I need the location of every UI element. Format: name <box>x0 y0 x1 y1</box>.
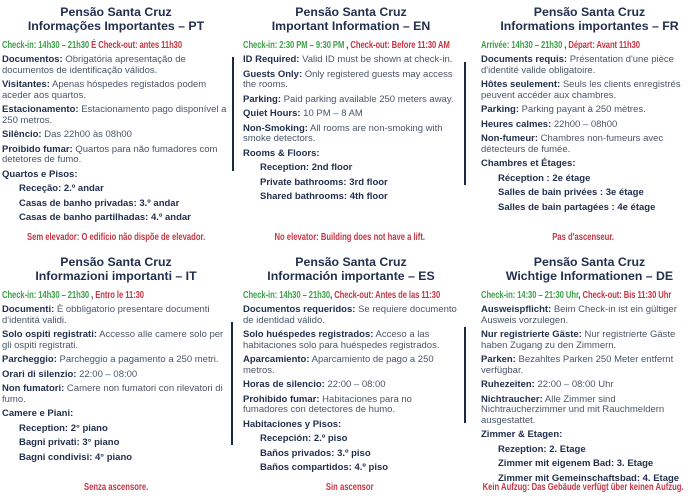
info-item-text: Only registered guests may access the rooms. <box>243 68 453 90</box>
language-panel-en <box>233 0 467 250</box>
check-times-line <box>2 40 230 51</box>
language-panel-pt <box>0 0 233 250</box>
language-panel-de <box>467 250 700 500</box>
info-item-text: Camere non fumatori con rilevatori di fumo. <box>2 383 223 405</box>
check-times-line <box>243 40 459 51</box>
floor-item: Baños privados: 3.º piso <box>260 447 371 459</box>
floor-item: Reception: 2° piano <box>19 422 108 434</box>
info-item-text: Chambres non-fumeurs avec détecteurs de fumée. <box>481 133 664 155</box>
info-item-text: Nur registrierte Gäste haben Zugang zu den Zimmern. <box>481 329 676 351</box>
info-item-label: Ruhezeiten: <box>481 379 535 390</box>
info-item <box>2 330 230 351</box>
info-item-label: Documentos: <box>2 54 63 65</box>
info-item <box>2 409 230 420</box>
checkin-text: Check-in: 2:30 PM – 9:30 PM <box>243 40 345 51</box>
info-item-text: Alle Zimmer sind Nichtraucherzimmer und mit Rauchmeldern ausgestattet. <box>481 393 665 426</box>
info-item-text: Estacionamento pago disponível a 250 metros. <box>2 104 227 126</box>
panel-subtitle: Informações Importantes – PT <box>27 18 205 33</box>
info-item <box>481 430 698 441</box>
info-item <box>481 159 698 170</box>
no-elevator-note: Kein Aufzug: Das Gebäude verfügt über keinen Aufzug. <box>483 481 685 493</box>
info-item-label: Estacionamento: <box>2 104 79 115</box>
info-item-text: Habitaciones para no fumadores con detectores de humo. <box>243 393 412 415</box>
check-separator: , <box>330 290 335 301</box>
hotel-name: Pensão Santa Cruz <box>533 5 646 19</box>
info-item-text: Paid parking available 250 meters away. <box>283 93 454 105</box>
info-item-text: Parcheggio a pagamento a 250 metri. <box>59 354 219 365</box>
panel-subtitle: Informazioni importanti – IT <box>35 268 197 283</box>
panel-subtitle: Informations importantes – FR <box>500 18 679 33</box>
language-panel-it <box>0 250 233 500</box>
floor-item: Shared bathrooms: 4th floor <box>260 191 388 202</box>
panel-title <box>481 6 698 33</box>
checkout-text: Entro le 11:30 <box>95 290 144 301</box>
floor-list <box>243 434 459 474</box>
check-times-line <box>481 290 698 301</box>
info-item <box>243 395 459 416</box>
info-item <box>481 355 698 376</box>
info-item <box>243 95 459 106</box>
checkin-text: Check-in: 14h30 – 21h30 <box>2 40 90 51</box>
info-item-text: Obrigatória apresentação de documentos de identificação válidos. <box>2 54 186 76</box>
info-item <box>2 170 230 181</box>
no-elevator-note: Senza ascensore. <box>84 481 149 493</box>
info-item-label: Nur registrierte Gäste: <box>481 329 582 340</box>
info-item-label: Zimmer & Etagen: <box>481 429 563 440</box>
floor-item: Recepción: 2.º piso <box>260 433 348 444</box>
floor-list <box>243 163 459 203</box>
info-item-text: Beim Check-in ist ein gültiger Ausweis vorzulegen. <box>481 304 677 326</box>
info-item-label: Guests Only: <box>243 68 303 80</box>
info-item <box>243 124 459 145</box>
info-item-text: 22h00 – 08h00 <box>553 118 618 130</box>
info-item-text: È obbligatorio presentare documenti d'identità validi. <box>2 304 210 326</box>
floor-item: Baños compartidos: 4.º piso <box>260 462 389 473</box>
info-item-label: Nichtraucher: <box>481 393 543 405</box>
info-item <box>481 80 698 101</box>
floor-item: Reception: 2nd floor <box>260 162 353 173</box>
info-item-text: Bezahltes Parken 250 Meter entfernt verfügbar. <box>481 354 674 376</box>
info-item-label: Camere e Piani: <box>2 408 74 419</box>
info-item-text: Se requiere documento de identidad válido. <box>243 304 457 326</box>
info-item <box>481 305 698 326</box>
info-item-label: ID Required: <box>243 54 300 65</box>
floor-item: Salles de bain privées : 3e étage <box>498 187 644 198</box>
floor-list <box>481 445 698 485</box>
info-item-text: Valid ID must be shown at check-in. <box>302 54 453 65</box>
info-item-label: Horas de silencio: <box>243 379 325 390</box>
floor-item: Bagni condivisi: 4° piano <box>19 451 133 463</box>
info-item-label: Hôtes seulement: <box>481 79 561 90</box>
info-item <box>243 70 459 91</box>
checkin-text: Check-in: 14:30 – 21:30 Uhr <box>481 290 579 301</box>
floor-item: Rezeption: 2. Etage <box>498 443 586 455</box>
checkout-text: É Check-out: antes 11h30 <box>91 40 183 51</box>
info-item <box>243 305 459 326</box>
info-item-label: Heures calmes: <box>481 118 552 130</box>
no-elevator-note: No elevator: Building does not have a lift. <box>274 231 426 243</box>
info-item-text: 22:00 – 08:00 <box>79 368 138 380</box>
info-item <box>481 395 698 427</box>
hotel-name: Pensão Santa Cruz <box>533 255 646 269</box>
checkout-text: Check-out: Antes de las 11:30 <box>334 290 441 301</box>
panel-title <box>2 6 230 33</box>
info-item-text: Quartos para não fumadores com detetores de fumo. <box>2 143 218 165</box>
floor-list <box>2 184 230 224</box>
info-item-label: Proibido fumar: <box>2 143 73 155</box>
info-item <box>243 330 459 351</box>
info-item-text: Das 22h00 às 08h00 <box>44 129 132 140</box>
info-item-label: Quartos e Pisos: <box>2 168 78 180</box>
info-items <box>2 55 230 180</box>
info-item-label: Parking: <box>243 93 282 105</box>
info-item-label: Documents requis: <box>481 54 568 65</box>
info-item-text: Parking payant à 250 mètres. <box>521 104 646 115</box>
info-item-label: Chambres et Étages: <box>481 158 576 169</box>
info-item-label: Solo huéspedes registrados: <box>243 329 374 340</box>
no-elevator-note: Pas d'ascenseur. <box>552 231 615 243</box>
info-item-text: Aparcamiento de pago a 250 metros. <box>243 354 434 376</box>
panel-subtitle: Información importante – ES <box>267 268 435 283</box>
info-item-label: Parking: <box>481 104 520 115</box>
floor-item: Réception : 2e étage <box>498 172 591 184</box>
info-items <box>481 55 698 170</box>
hotel-name: Pensão Santa Cruz <box>295 5 407 19</box>
check-separator: , <box>344 40 351 51</box>
info-item <box>2 80 230 101</box>
floor-item: Bagni privati: 3° piano <box>19 437 120 448</box>
info-item-label: Non-fumeur: <box>481 133 538 144</box>
floor-list <box>2 424 230 464</box>
info-item <box>2 55 230 76</box>
info-item <box>481 134 698 155</box>
info-item <box>481 330 698 351</box>
info-item <box>2 130 230 141</box>
floor-item: Casas de banho partilhadas: 4.º andar <box>19 212 191 223</box>
floor-item: Zimmer mit Gemeinschaftsbad: 4. Etage <box>498 472 680 484</box>
info-item-label: Orari di silenzio: <box>2 368 77 380</box>
info-item-text: Acceso a las habitaciones solo para huéspedes registrados. <box>243 329 440 351</box>
info-item <box>243 380 459 391</box>
info-item-label: Non-Smoking: <box>243 122 308 134</box>
panel-title <box>243 256 459 283</box>
language-panel-fr <box>467 0 700 250</box>
info-item-label: Prohibido fumar: <box>243 393 320 405</box>
info-item <box>2 370 230 381</box>
check-times-line <box>2 290 230 301</box>
info-item-text: 10 PM – 8 AM <box>303 108 363 119</box>
info-item <box>243 420 459 431</box>
language-panel-es <box>233 250 467 500</box>
checkout-text: Départ: Avant 11h30 <box>568 40 640 51</box>
checkin-text: Arrivée: 14h30 – 21h30 <box>481 40 563 51</box>
checkin-text: Check-in: 14h30 – 21h30 <box>243 290 331 301</box>
info-item <box>243 355 459 376</box>
info-item <box>481 120 698 131</box>
info-item <box>2 105 230 126</box>
info-item <box>2 145 230 166</box>
hotel-name: Pensão Santa Cruz <box>60 5 172 19</box>
check-times-line <box>243 290 459 301</box>
floor-item: Zimmer mit eigenem Bad: 3. Etage <box>498 458 654 469</box>
info-item-label: Quiet Hours: <box>243 108 301 119</box>
info-item-label: Ausweispflicht: <box>481 304 552 315</box>
info-item-label: Parcheggio: <box>2 354 57 365</box>
check-separator: , <box>578 290 583 301</box>
info-item-label: Rooms & Floors: <box>243 147 320 159</box>
info-item-text: Présentation d'une pièce d'identité valide obligatoire. <box>481 54 674 76</box>
panel-subtitle: Wichtige Informationen – DE <box>505 268 674 283</box>
check-separator: , <box>89 290 96 301</box>
info-item <box>481 55 698 76</box>
floor-item: Private bathrooms: 3rd floor <box>260 176 388 188</box>
info-item <box>2 355 230 366</box>
info-item-label: Silêncio: <box>2 129 42 140</box>
info-item <box>243 149 459 160</box>
info-item-text: 22:00 – 08:00 Uhr <box>537 379 614 390</box>
info-item-label: Non fumatori: <box>2 383 65 394</box>
info-item <box>243 109 459 120</box>
floor-item: Casas de banho privadas: 3.º andar <box>19 197 180 209</box>
info-item-text: 22:00 – 08:00 <box>327 379 386 390</box>
info-item-label: Habitaciones y Pisos: <box>243 418 342 430</box>
info-item-label: Parken: <box>481 354 516 365</box>
info-item <box>2 305 230 326</box>
floor-list <box>481 174 698 214</box>
info-item <box>481 380 698 391</box>
info-item-label: Documentos requeridos: <box>243 304 356 315</box>
checkout-text: Check-out: Bis 11:30 Uhr <box>582 290 672 301</box>
panel-title <box>2 256 230 283</box>
info-items <box>243 55 459 159</box>
info-item-label: Aparcamiento: <box>243 354 310 365</box>
info-item <box>2 384 230 405</box>
info-item <box>481 105 698 116</box>
panel-subtitle: Important Information – EN <box>271 18 431 33</box>
checkin-text: Check-in: 14h30 – 21h30 <box>2 290 90 301</box>
check-separator: , <box>562 40 569 51</box>
checkout-text: Check-out: Before 11:30 AM <box>350 40 450 51</box>
info-item-label: Visitantes: <box>2 79 50 90</box>
info-item-text: All rooms are non-smoking with smoke detectors. <box>243 122 443 144</box>
info-items <box>481 305 698 441</box>
info-item-text: Accesso alle camere solo per gli ospiti registrati. <box>2 329 224 351</box>
floor-item: Receção: 2.º andar <box>19 183 104 194</box>
info-items <box>2 305 230 420</box>
info-item-text: Seuls les clients enregistrés peuvent accéder aux chambres. <box>481 79 681 101</box>
info-item-text: Apenas hóspedes registados podem aceder aos quartos. <box>2 79 207 101</box>
info-item-label: Documenti: <box>2 304 55 315</box>
info-item <box>243 55 459 66</box>
no-elevator-note: Sem elevador: O edifício não dispõe de elevador. <box>27 231 206 243</box>
hotel-name: Pensão Santa Cruz <box>295 255 407 269</box>
hotel-name: Pensão Santa Cruz <box>60 255 172 269</box>
check-times-line <box>481 40 698 51</box>
floor-item: Salles de bain partagées : 4e étage <box>498 201 656 213</box>
panel-title <box>481 256 698 283</box>
info-items <box>243 305 459 430</box>
no-elevator-note: Sin ascensor <box>326 481 374 493</box>
panel-title <box>243 6 459 33</box>
info-item-label: Solo ospiti registrati: <box>2 329 98 340</box>
